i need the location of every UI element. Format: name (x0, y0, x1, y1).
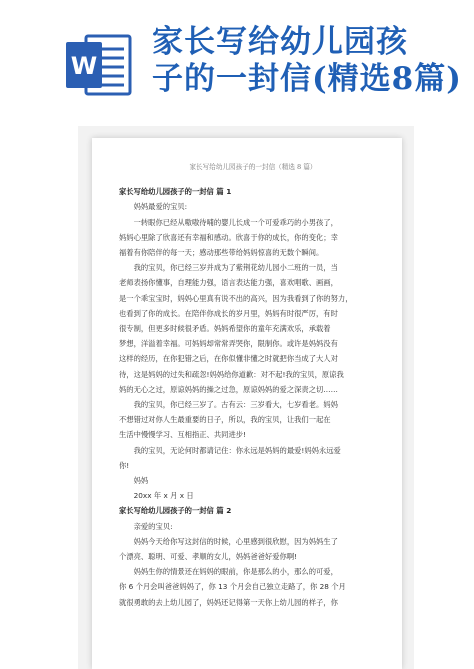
s2-greeting: 亲爱的宝贝: (133, 521, 173, 531)
s1-line: 生活中慢慢学习、互相指正、共同进步! (119, 430, 246, 440)
title-line-2: 子的一封信(精选8篇) (152, 61, 462, 97)
s2-line: 你 6 个月会叫爸爸妈妈了，你 13 个月会自己独立走路了，你 28 个月 (119, 582, 346, 592)
s1-line: 老师表扬你懂事，自理能力强，语言表达能力强，喜欢唱歌、画画， (119, 278, 338, 288)
s1-line: 妈妈心里除了欣喜还有幸福和感动。欣喜于你的成长，你的变化；幸 (119, 232, 338, 242)
section-1-title: 家长写给幼儿园孩子的一封信 篇 1 (119, 187, 232, 197)
s2-line: 妈妈今天给你写这封信的时候，心里感到很欣慰，因为妈妈生了 (133, 536, 338, 546)
word-document-icon (64, 34, 134, 96)
s1-line: 你! (119, 460, 130, 470)
s1-line: 也看到了你的成长。在陪伴你成长的岁月里，妈妈有时很严厉，有时 (119, 308, 338, 318)
s1-line: 我的宝贝，你已经三岁了。古有云：三岁看大，七岁看老。妈妈 (133, 400, 338, 410)
section-2-title: 家长写给幼儿园孩子的一封信 篇 2 (119, 506, 232, 516)
s1-greeting: 妈妈最爱的宝贝: (133, 202, 188, 212)
s2-line: 就很勇敢的去上幼儿园了，妈妈还记得第一天你上幼儿园的样子，你 (119, 597, 338, 607)
s1-line: 梦想，洋溢着幸福。可妈妈却常常弄哭你，限制你。或许是妈妈没有 (119, 339, 338, 349)
s1-line: 待，这是妈妈的过失和疏忽!妈妈给你道歉：对不起!我的宝贝，原谅我 (119, 369, 344, 379)
header-banner (0, 0, 474, 118)
s1-signature: 妈妈 (133, 476, 149, 486)
running-header: 家长写给幼儿园孩子的一封信（精选 8 篇） (189, 163, 317, 171)
s1-line: 我的宝贝，你已经三岁并成为了紫荆花幼儿园小二班的一员，当 (133, 263, 338, 273)
word-icon-letter: W (70, 52, 98, 80)
s2-line: 个漂亮、聪明、可爱、孝顺的女儿，妈妈爸爸好爱你啊! (119, 552, 298, 562)
page-title (152, 24, 462, 98)
s1-line: 妈的无心之过，原谅妈妈的操之过急，原谅妈妈的爱之深责之切…… (119, 384, 338, 394)
s1-line: 很专制，但更多时候很矛盾。妈妈希望你的童年充满欢乐，承载着 (119, 324, 331, 334)
s2-line: 妈妈生你的情景还在妈妈的眼前，你是那么的小，那么的可爱， (133, 567, 338, 577)
title-line-1: 家长写给幼儿园孩 (152, 24, 408, 60)
s1-line: 我的宝贝，无论何时都请记住：你永远是妈妈的最爱!妈妈永远爱 (133, 445, 341, 455)
document-body (119, 160, 387, 610)
s1-line: 这样的经历，在你犯错之后，在你似懂非懂之时就把你当成了大人对 (119, 354, 338, 364)
s1-line: 不想错过对你人生最重要的日子，所以，我的宝贝，让我们一起在 (119, 415, 331, 425)
s1-date: 20xx 年 x 月 x 日 (133, 491, 194, 501)
s1-line: 福着有你陪伴的每一天；感动那些带给妈妈惊喜的无数个瞬间。 (119, 248, 324, 258)
s1-line: 是一个乖宝宝时，妈妈心里真有说不出的高兴，因为我看到了你的努力， (119, 293, 353, 303)
s1-line: 一转眼你已经从嗷嗷待哺的婴儿长成一个可爱乖巧的小男孩了， (133, 217, 338, 227)
